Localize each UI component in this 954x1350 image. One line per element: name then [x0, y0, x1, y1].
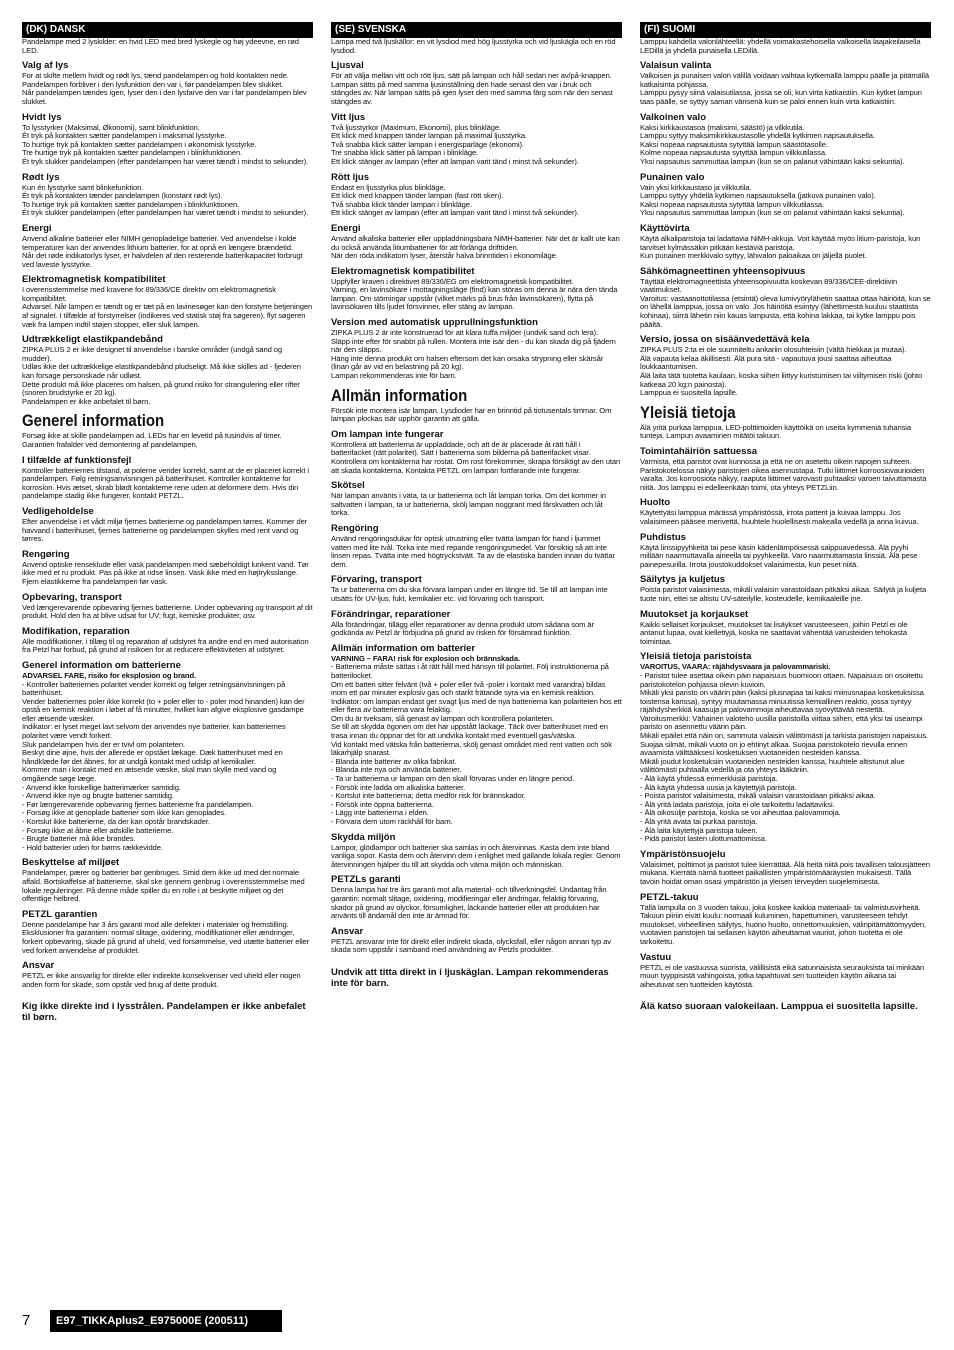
section-heading: Versio, jossa on sisäänvedettävä kela — [640, 334, 810, 346]
paragraph: Alla förändringar, tillägg eller reparationer av denna produkt utom sådana som är godkända av Petzl är förbjudna på grund av risken för försämrad funktion. — [331, 619, 594, 638]
paragraph: To lysstyrker (Maksimal, Økonomi), samt blinkfunktion. Ét tryk på kontakten sætter pandelampen i maksimal lysstyrke. To hurtige tryk på kontakten sætter pandelampen i økonomisk lysstyrke. Tre hurtige tryk på kontakten sætter pandelampen i blinkfunktionen. Ét tryk slukker pandelampen (efter pandelampen har været tændt i mindst to sekunder). — [22, 122, 309, 166]
paragraph: Käytettyäsi lamppua märässä ympäristössä, irrota patterit ja kuivaa lamppu. Jos valaisimeen pääsee merivettä, huuhtele huolellisesti makealla vedellä ja anna kuivua. — [640, 508, 919, 526]
section-heading: Huolto — [640, 497, 671, 509]
section-heading: Allmän information om batterier — [331, 642, 476, 654]
paragraph: Uppfyller kraven i direktivet 89/336/EG om elektromagnetisk kompatibilitet. Varning, en lavinsökare i mottagningsläge (find) kan störas om denna är nära den tända lampan. Om störningar uppstår (vilket märks på brus från lavinsökaren), flytta på lavinsökaren tills ljudet försvinner, eller stäng av lampan. — [331, 276, 618, 312]
section-heading: Vedligeholdelse — [22, 505, 94, 517]
section-heading: PETZL-takuu — [640, 891, 699, 903]
paragraph: Forsøg ikke at skille pandelampen ad. LEDs har en levetid på tusindvis af timer. Garantien frafalder ved demontering af pandelampen. — [22, 431, 282, 449]
section-heading: Version med automatisk upprullningsfunktion — [331, 317, 538, 329]
paragraph: Lamppu kahdella valonlähteellä: yhdellä voimakastehoisella valkoisella laajakeilaisella LEDillä ja yhdellä punaisella LEDillä. — [640, 37, 921, 55]
section-heading: Valg af lys — [22, 60, 69, 72]
section-heading: Generel information om batterierne — [22, 659, 181, 671]
section-heading: Rött ljus — [331, 171, 369, 183]
column-danish — [22, 22, 313, 1023]
section-heading: Förändringar, reparationer — [331, 608, 451, 620]
paragraph: Använd rengöringsdukar för optisk utrustning eller tvätta lampan för hand i ljummet vatten med lite tvål. Torka inte med repande rengöringsmedel. Var försiktig så att inte linsen repas. Tvätta inte med högtryckstvätt. Ta av de elastiska banden innan du tvättar dem. — [331, 533, 615, 569]
language-header: (SE) SVENSKA — [331, 22, 622, 38]
section-heading: Förvaring, transport — [331, 574, 422, 586]
paragraph: - Kontroller batteriernes polaritet vender korrekt og følger retningsanvisningen på batterihuset. Vender batteriernes poler ikke korrekt (to + poler eller to - poler mod hinanden) kan der opstå en kemisk reaktion i løbet af få minutter, hvilket kan afgive eksplosive gasdampe eller ætsende væsker. Indikator: er lyset meget lavt selvom der anvendes nye batterier, kan batteriernes polaritet være vendt forkert. Sluk pandelampen hvis der er tvivl om polariteten. Beskyt dine øjne, hvis der allerede er opstået lækage. Dæk batterihuset med en håndklæde før det åbnes, for at undgå kontakt med udslip af kemikalier. Kommer man i kontakt med en ætsende væske, skal man skylle med vand og omgående søge læge. - Anvend ikke forskellige batterimærker samtidig. - Anvend ikke nye og brugte batterier samtidig. - Før længerevarende opbevaring fjernes batterierne fra pandelampen. - Forsøg ikke at genoplade batterier som ikke kan genoplades. - Kortslut ikke batterierne, da der kan opstår brandskader. - Forsøg ikke at åbne eller adskille batterierne. - Brugte batterier må ikke brandes. - Hold batterier uden for børns rækkevidde. — [22, 679, 305, 852]
page-footer — [22, 1310, 622, 1332]
paragraph: Efter anvendelse i et vådt miljø fjernes batterierne og pandelampen tørres. Kommer der havvand i batterihuset, fjernes batterierne og pandelampen skylles med rent vand og tørres. — [22, 516, 308, 544]
paragraph: Alle modifikationer, i tillæg til og reparation af udstyret fra andre end en med autorisation fra Petzl har forbud, på grund af risikoen for at reducere effektiviteten af udstyret. — [22, 636, 309, 655]
paragraph: Kaikki sellaiset korjaukset, muutokset tai lisäykset varusteeseen, joihin Petzl ei ole antanut lupaa, ovat kiellettyjä, koska ne saattavat vähentää varusteiden tehokasta toimintaa. — [640, 619, 908, 646]
paragraph: Vain yksi kirkkaustaso ja vilkkutila. Lamppu syttyy yhdellä kytkimen napsautuksella (jatkuva punainen valo). Kaksi nopeaa napsautusta sytyttää lampun vilkkutilassa. Yksi napsautus sammuttaa lampun (kun se on palanut vähintään kaksi sekuntia). — [640, 182, 905, 218]
section-heading: Modifikation, reparation — [22, 625, 130, 637]
section-heading: Ympäristönsuojelu — [640, 848, 726, 860]
paragraph: Kun én lysstyrke samt blinkefunktion. Ét tryk på kontakten tænder pandelampen (konstant rødt lys). To hurtige tryk på kontakten sætter pandelampen i blinkfunktionen. Ét tryk slukker pandelampen (efter pandelampen har været tændt i mindst to sekunder). — [22, 182, 309, 218]
paragraph: Ta ur batterierna om du ska förvara lampan under en längre tid. Se till att lampan inte utsätts för UV-ljus, fukt, kemikalier etc. vid förvaring och transport. — [331, 585, 608, 603]
section-heading: Ljusval — [331, 60, 364, 72]
section-heading: Vastuu — [640, 951, 672, 963]
paragraph: For at skifte mellem hvidt og rødt lys, tænd pandelampen og hold kontakten nede. Pandelampen forbliver i den lysfunktion den var i, før pandelampen blev slukket. Når pandelampen tændes igen, lyser den i den lysfarve den var i før pandelampen blev slukket. — [22, 71, 307, 106]
paragraph: Två ljusstyrkor (Maximum, Ekonomi), plus blinkläge. Ett klick med knappen tänder lampan på maximal ljusstyrka. Två snabba klick sätter lampan i energisparläge (ekonomi). Tre snabba klick sätter på lampan i blinkläge. Ett klick stänger av lampan (efter att lampan varit tänd i minst två sekunder). — [331, 122, 579, 166]
section-heading: Sähkömagneettinen yhteensopivuus — [640, 265, 806, 277]
language-header: (FI) SUOMI — [640, 22, 931, 38]
section-heading: PETZL garantien — [22, 908, 98, 920]
column-body — [22, 38, 313, 1023]
section-heading: Beskyttelse af miljøet — [22, 857, 120, 869]
paragraph: Lampa med två ljuskällor: en vit lysdiod med hög ljusstyrka och vid ljuskägla och en röd lysdiod. — [331, 37, 616, 55]
paragraph: Tällä lampulla on 3 vuoden takuu, joka koskee kaikkia materiaali- tai valmistusvirheitä. Takuun piiriin eivät kuulu: normaali kuluminen, hapettuminen, varusteeseen tehdyt muutokset, virheellinen säilytys, huono huolto, onnettomuuksien, välinpitämättömyyden, vuotavien paristojen tai sellaisen käytön aiheuttamat vauriot, johon tuotetta ei ole tarkoitettu. — [640, 902, 927, 946]
paragraph: Anvend alkaline batterier eller NIMH genopladelige batterier. Ved anvendelse i kolde temperaturer kan der anvendes lithium batterier, for at opnå en længere brændetid. Når det røde indikatorlys lyser, er halvdelen af den resterende batterikapacitet forbrugt ved laveste lysstyrke. — [22, 233, 303, 269]
column-body — [331, 38, 622, 989]
closing-warning: Undvik att titta direkt in i ljuskäglan. Lampan rekommenderas inte för barn. — [331, 966, 609, 989]
column-finnish — [640, 22, 931, 1012]
paragraph: Försök inte montera isär lampan. Lysdioder har en brinntid på tiotusentals timmar. Om lampan plockas isär upphör garantin att gälla. — [331, 405, 612, 424]
paragraph: Täyttää elektromagneettista yhteensopivuutta koskevan 89/336/CEE-direktiivin vaatimukset. Varoitus: vastaanottotilassa (etsintä) oleva lumivyörylähetin saattaa ottaa häiriöitä, kun se on lähellä lamppua, jossa on valo. Jos häiriöitä esiintyy (lähettimestä kuuluu staattista kohinaa), siirrä lähetin niin kauas lampusta, että kohina lakkaa, tai kytke lamppu pois päältä. — [640, 276, 931, 329]
warning-text: VARNING – FARA! risk för explosion och brännskada. — [331, 653, 520, 663]
paragraph: Anvend optiske renseklude eller vask pandelampen med sæbeholdigt lunkent vand. Tør ikke med et ru produkt. Pas på ikke at ridse linsen. Vask ikke med en højtryksslange. Fjern elastikkerne fra pandelampen før vask. — [22, 559, 309, 586]
paragraph: När lampan använts i väta, ta ur batterierna och låt lampan torka. Om det kommer in saltvatten i lampan, ta ur batterierna, skölj lampan noggrant med färskvatten och låt torka. — [331, 491, 606, 518]
main-heading: Allmän information — [331, 385, 468, 405]
paragraph: Endast en ljusstyrka plus blinkläge. Ett klick med knappen tänder lampan (fast rött sken). Två snabba klick tänder lampan i blinkläge. Ett klick stänger av lampan (efter att lampan varit tänd i minst två sekunder). — [331, 182, 579, 218]
closing-warning: Älä katso suoraan valokeilaan. Lamppua ei suositella lapsille. — [640, 1001, 918, 1013]
document-code: E97_TIKKAplus2_E975000E (200511) — [50, 1310, 282, 1332]
closing-warning: Kig ikke direkte ind i lysstrålen. Pandelampen er ikke anbefalet til børn. — [22, 1001, 306, 1024]
paragraph: ZIPKA PLUS 2 er ikke designet til anvendelse i barske områder (undgå sand og mudder). Udløs ikke det udtrækkelige elastikpandebånd pludseligt. Må ikke skilles ad - fjederen kan forsage personskade når udløst. Dette produkt må ikke placeres om halsen, på grund risiko for strangulering eller rifter (snoren brudstyrke er 20 kg). Pandelampen er ikke anbefalet til børn. — [22, 345, 301, 406]
section-heading: Puhdistus — [640, 531, 686, 543]
paragraph: Valkoisen ja punaisen valon välillä voidaan vaihtaa kytkemällä lamppu päälle ja pitämällä katkaisinta pohjassa. Lamppu pysyy siinä valaisutilassa, jossa se oli, kun virta katkaistiin. Kun kytket lampun taas päälle, se syttyy saman värisenä kuin se paloi ennen kuin virta katkaistiin. — [640, 71, 929, 106]
section-heading: Rødt lys — [22, 171, 60, 183]
paragraph: PETZL ei ole vastuussa suorista, välillisistä eikä satunnaisista seurauksista tai minkään muun tyyppisistä vahingoista, jotka tapahtuvat sen tuotteiden käytön aikana tai aiheutuvat sen tuotteiden käytöstä. — [640, 962, 925, 989]
section-heading: Vitt ljus — [331, 111, 366, 123]
paragraph: Kaksi kirkkaustasoa (maksimi, säästö) ja vilkkutila. Lamppu syttyy maksimikirkkaustasolle yhdellä kytkimen napsautuksella. Kaksi nopeaa napsautusta sytyttää lampun säästötasolle. Kolme nopeaa napsautusta sytyttää lampun vilkkutilassa. Yksi napsautus sammuttaa lampun (kun se on palanut vähintään kaksi sekuntia). — [640, 122, 905, 166]
paragraph: Poista paristot valaisimesta, mikäli valaisin varastoidaan pitkäksi aikaa. Säilytä ja kuljeta tuote niin, ettei se altistu UV-säteilylle, kosteudelle, kemikaaleille jne. — [640, 585, 927, 603]
section-heading: Ansvar — [22, 960, 55, 972]
section-heading: Skötsel — [331, 480, 365, 492]
section-heading: Energi — [331, 222, 361, 234]
section-heading: Opbevaring, transport — [22, 591, 122, 603]
paragraph: ZIPKA PLUS 2 är inte konstruerad för att klara tuffa miljöer (undvik sand och lera). Släpp inte efter för snabbt på rullen. Montera inte isär den - du kan skada dig på fjädern när den släpps. Häng inte denna produkt om halsen eftersom det kan orsaka strypning eller skärsår (linan går av vid en belastning på 20 kg). Lampan rekommenderas inte för barn. — [331, 328, 616, 381]
section-heading: Rengöring — [331, 522, 379, 534]
page-number: 7 — [22, 1312, 31, 1329]
section-heading: Yleisiä tietoja paristoista — [640, 651, 752, 663]
paragraph: Denna lampa har tre års garanti mot alla material- och tillverkningsfel. Undantag från garantin: normalt slitage, oxidering, modifieringar eller ändringar, felaktig förvaring, skador på grund av olyckor, försumlighet, läckande batterier eller att produkten har använts till ändamål den inte är ämnad för. — [331, 885, 607, 921]
paragraph: Pandelamper, pærer og batterier bør genbruges. Smid dem ikke ud med det normale affald. Bortskaffelse af batterierne, skal ske gennem genbrug i overensstemmelse med lokale reguleringer. På denne måde spiller du en rolle i at beskytte miljøet og det offentlige helbred. — [22, 868, 305, 904]
section-heading: Skydda miljön — [331, 831, 396, 843]
paragraph: Käytä linssipyyhkeitä tai pese käsin kädenlämpöisessä saippuavedessä. Älä pyyhi millään naarmuttavalla aineella tai pyyhkeellä. Varo naarmuttamasta linssiä. Älä pese painepesurilla. Irrota joustokuddokset valaisimesta, kun peset niitä. — [640, 542, 918, 569]
main-heading: Yleisiä tietoja — [640, 402, 736, 422]
paragraph: Denne pandelampe har 3 års garanti mod alle defekter i materialer og fremstilling. Eksklusioner fra garantien: normal slitage, oxidering, modifikationer eller ændringer, forkert opbevaring, skade på grund af uheld, ved forsømmelse, ved utætte batterier eller ved forkert anvendelse af produktet. — [22, 919, 310, 955]
paragraph: PETZL ansvarar inte för direkt eller indirekt skada, olycksfall, eller någon annan typ av skada som uppstår i samband med användning av Petzls produkter. — [331, 936, 611, 955]
paragraph: Kontroller batteriernes tilstand, at polerne vender korrekt, samt at de er placeret korrekt i pandelampen. Følg retningsanvisningen på batterihuset. Kontroller kontakterne for korrosion. Hvis ætset, skrab blødt kontakterne rene uden at deformere dem. Hvis din pandelampe stadig ikke fungerer, kontakt PETZL. — [22, 465, 309, 501]
paragraph: - Paristot tulee asettaa oikein päin napaisuus huomioon ottaen. Napaisuus on osoitettu paristokotelon pohjassa olevin kuvioin. Mikäli yksi paristo on väärin päin (kaksi plusnapaa tai kaksi miinusnapaa kosketuksissa toistensa kanssa), syntyy muutamassa minuutissa kemiallinen reaktio, jossa syntyy räjähdysherkkiä kaasuja ja palovammoja aiheuttavaa syövyttävää nestettä. Varoitusmerkki: Vähainen valoteho uusilla paristoilla viittaa siihen, että yksi tai useampi paristo on asennettu väärin päin. Mikäli epäilet että näin on, sammuta valaisin välittömästi ja tarkista paristojen napaisuus. Suojaa silmät, mikäli vuoto on jo ehtinyt alkaa. Suojaa paristokotelo rievulla ennen avaamista välttääksesi kosketuksen vuotaneiden nesteiden kanssa. Mikäli joudut kosketuksiin vuotaneiden nesteiden kanssa, huuhtele altistunut alue välittömästi puhtaalla vedellä ja ota yhteys lääkäriin. - Älä käytä yhdessä erimerkkisiä paristoja. - Älä käytä yhdessä uusia ja käytettyjä paristoja. - Poista paristot valaisimesta, mikäli valaisin varastoidaan pitkäksi aikaa. - Älä yritä ladata paristoja, joita ei ole tarkoitettu ladattaviksi. - Älä oikosulje paristoja, koska se voi aiheuttaa palovammoja. - Älä yritä avata tai purkaa paristoja. - Älä laita käytettyjä paristoja tuleen. - Pidä paristot lasten ulottumattomissa. — [640, 670, 928, 844]
section-heading: Elektromagnetisk kompatibilitet — [331, 265, 475, 277]
section-heading: PETZLs garanti — [331, 874, 401, 886]
language-header: (DK) DANSK — [22, 22, 313, 38]
column-body — [640, 38, 931, 1012]
paragraph: För att välja mellan vitt och rött ljus, sätt på lampan och håll sedan ner av/på-knappen. Lampan sätts på med samma ljusinställning den hade senast den var i bruk och stängdes av. När lampan sätts på igen lyser den med samma färg som när den senast stängdes av. — [331, 71, 613, 106]
paragraph: I overensstemmelse med kravene for 89/336/CE direktiv om elektromagnetisk kompatibilitet. Advarsel. Når lampen er tændt og er tæt på en lavinesøger kan den forstyrre betjeningen af signalet. I tilfælde af forstyrrelser (indikeres ved statisk støj fra søgeren), flyt søgeren væk fra lampen indtil støjen stopper, eller sluk lampen. — [22, 285, 313, 329]
section-heading: Säilytys ja kuljetus — [640, 574, 726, 586]
section-heading: Punainen valo — [640, 171, 705, 183]
section-heading: Om lampan inte fungerar — [331, 428, 444, 440]
warning-text: ADVARSEL FARE, risiko for eksplosion og brand. — [22, 670, 197, 680]
section-heading: Ansvar — [331, 925, 364, 937]
paragraph: Varmista, että paristot ovat kunnossa ja että ne on asetettu oikein napojen suhteen. Paristokotelossa näkyy paristojen oikea asennustapa. Tutki liittimet korroosiovaurioiden varalta. Jos korroosiota näkyy, raaputa liittimet varovasti puhtaaksi varoen taivuttamasta niitä. Jos lamppu ei edelleenkään toimi, ota yhteys PETZLiin. — [640, 457, 927, 492]
section-heading: Käyttövirta — [640, 222, 690, 234]
paragraph: Käytä alkaliparistoja tai ladattavia NiMH-akkuja. Voit käyttää myös litium-paristoja, kun tarvitset kylmässäkin pitkään kestäviä paristoja. Kun punainen merkkivalo syttyy, lähivalon paloaikaa on jäljellä puolet. — [640, 233, 921, 261]
section-heading: Muutokset ja korjaukset — [640, 608, 749, 620]
main-heading: Generel information — [22, 411, 165, 431]
section-heading: Rengøring — [22, 548, 70, 560]
section-heading: Udtrækkeligt elastikpandebånd — [22, 334, 163, 346]
paragraph: Lampor, glödlampor och batterier ska samlas in och återvinnas. Kasta dem inte bland vanliga sopor. Kasta dem och återvinn dem i enlighet med gällande lokala regler. Genom återvinningen hjälper du till att skydda och värna miljön och människan. — [331, 842, 621, 869]
column-swedish — [331, 22, 622, 989]
paragraph: ZIPKA PLUS 2:ta ei ole suunniteltu ankariin olosuhteisiin (vältä hiekkaa ja mutaa). Älä vapauta kelaa äkillisesti. Älä pura sitä - vapautuva jousi saattaa aiheuttaa loukkaantumisen. Älä laita tätä tuotetta kaulaan, koska siihen liittyy kuristumisen tai viiltymisen riski (johto katkeaa 20 kg:n painosta). Lamppua ei suositella lapsille. — [640, 345, 923, 398]
paragraph: Kontrollera att batterierna är uppladdade, och att de är placerade åt rätt håll i batterifacket (rätt polaritet). Sätt i batterierna som bilderna på batterifacket visar. Kontrollera om kontakterna har rostat. Om rost förekommer, skrapa försiktigt av den utan att skada kontakterna. Kontakta PETZL om lampan fortfarande inte fungerar. — [331, 439, 621, 475]
paragraph: Använd alkaliska batterier eller uppladdningsbara NiMH-batterier. När det är kallt ute kan du också använda litiumbatterier för att förlänga drifttiden. När den röda indikatorn lyser, återstår halva brinntiden i ekonomiläge. — [331, 233, 620, 261]
section-heading: Elektromagnetisk kompatibilitet — [22, 274, 166, 286]
paragraph: Ved længerevarende opbevaring fjernes batterierne. Under opbevaring og transport af dit produkt. Hold den fra at blive udsat for UV; fugt, kemiske produkter, osv. — [22, 602, 313, 621]
warning-text: VAROITUS, VAARA: räjähdysvaara ja palovammariski. — [640, 662, 831, 672]
section-heading: Toimintahäiriön sattuessa — [640, 446, 758, 457]
paragraph: - Batterierna måste sättas i åt rätt håll med hänsyn till polaritet. Följ instruktionerna på batterilocket. Om ett batteri sitter felvänt (två + poler eller två -poler i kontakt med varandra) bildas inom ett par minuter explosiv gas och starkt frätande syra via en kemisk reaktion. Indikator: om lampan endast ger svagt ljus med de nya batterierna kan polariteten hos ett eller flera av batterierna vara felaktig. Om du är tveksam, slå genast av lampan och kontrollera polariteten. Se till att skydda ögonen om det har uppstått läckage. Täck över batterihuset med en trasa innan du öppnar det för att undvika kontakt med eventuell gas/vätska. Vid kontakt med vätska från batterierna, skölj genast området med rent vatten och sök läkarhjälp snarast. - Blanda inte batterier av olika fabrikat. - Blanda inte nya och använda batterier. - Ta ur batterierna ur lampan om den skall förvaras under en längre period. - Försök inte ladda om alkaliska batterier. - Kortslut inte batterierna; detta medför risk för brännskador. - Försök inte öppna batterierna. - Lägg inte batterierna i elden. - Förvara dem utom räckhåll för barn. — [331, 662, 622, 826]
section-heading: Hvidt lys — [22, 111, 62, 123]
section-heading: I tilfælde af funktionsfejl — [22, 454, 132, 466]
section-heading: Energi — [22, 222, 52, 234]
paragraph: Älä yritä purkaa lamppua. LED-polttimoiden käyttöikä on useita kymmeniä tuhansia tunteja. Lampun avaaminen mitätöi takuun. — [640, 422, 912, 441]
paragraph: PETZL er ikke ansvarlig for direkte eller indirekte konsekvenser ved uheld eller nogen anden form for skade, som opstår ved brug af dette produkt. — [22, 971, 301, 989]
section-heading: Valkoinen valo — [640, 111, 706, 123]
paragraph: Valaisimet, polttimot ja paristot tulee kierrättää. Älä heitä niitä pois tavallisen talousjätteen mukana. Kierrätä nämä tuotteet paikallisten ympäristömääräysten mukaisesti. Tällä tavoin hoidat oman osasi ympäristön ja yleisen terveyden suojelemisesta. — [640, 859, 930, 886]
paragraph: Pandelampe med 2 lyskilder: en hvid LED med bred lyskegle og høj ydeevne, en rød LED. — [22, 37, 299, 55]
section-heading: Valaisun valinta — [640, 60, 712, 72]
